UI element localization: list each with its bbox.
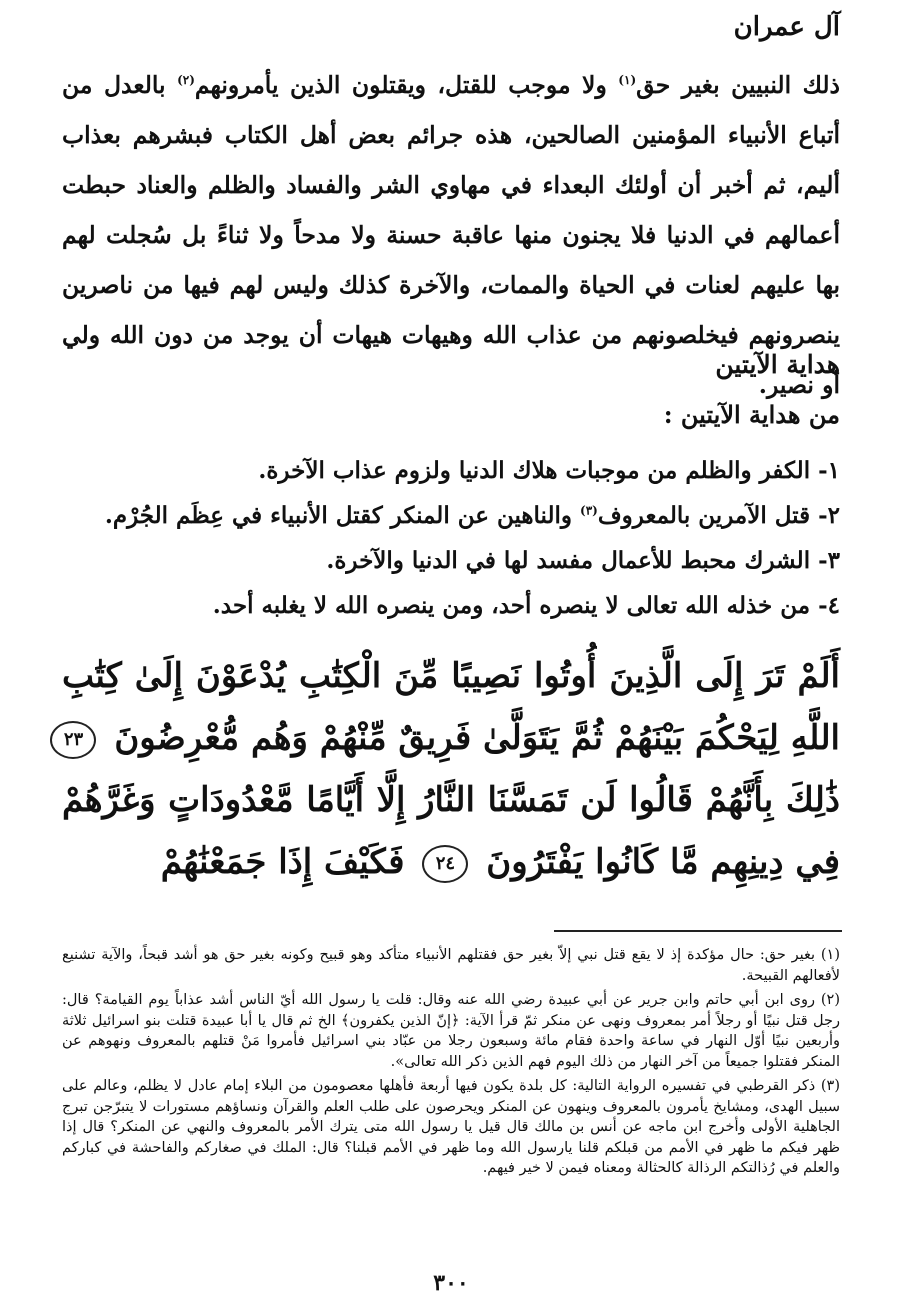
quran-verses-block [62,645,840,893]
quran-line-2 [62,707,840,769]
ayah-number-23-marker: ٢٣ [50,721,96,759]
footnote-1: (١) بغير حق: حال مؤكدة إذ لا يقع قتل نبي إلاّ بغير حق فقتلهم الأنبياء متأكد وهو قبيح وكونه بغير حق هو أشد قبحاً، والآية تشنيع لأفعالهم القبيحة. [62,947,840,984]
quran-line-4 [62,831,840,893]
footnotes-block [62,945,840,1183]
guidance-point-1: ١- الكفر والظلم من موجبات هلاك الدنيا ولزوم عذاب الآخرة. [258,457,840,484]
ayah-number-24-marker: ٢٤ [422,845,468,883]
guidance-points-list [62,448,840,628]
commentary-text-part-2: ولا موجب للقتل، ويقتلون الذين يأمرونهم [194,71,619,99]
commentary-text-part-3: بالعدل من أتباع الأنبياء المؤمنين الصالحين، هذه جرائم بعض أهل الكتاب فبشرهم بعذاب أليم، ثم أخبر أن أولئك البعداء في مهاوي الشر والفساد والظلم والعناد حبطت أعمالهم في الدنيا فلا يجنون منها عاقبة حسنة ولا مدحاً ولا ثناءً بل سُجلت لهم بها عليهم لعنات في الحياة والممات، والآخرة كذلك وليس لهم فيها من ناصرين ينصرونهم فيخلصونهم من عذاب الله وهيهات هيهات أن يوجد من دون الله ولي أو نصير. [62,71,840,399]
section-subheading: من هداية الآيتين : [663,400,840,429]
footnote-ref-1: (١) [618,73,637,88]
quran-line-3: ذَٰلِكَ بِأَنَّهُمْ قَالُوا لَن تَمَسَّنَا النَّارُ إِلَّا أَيَّامًا مَّعْدُودَاتٍ وَغَرَّهُمْ [62,780,840,820]
guidance-point-3: ٣- الشرك محبط للأعمال مفسد لها في الدنيا والآخرة. [326,547,840,574]
footnote-ref-3: (٣) [580,503,598,518]
quran-line-1: أَلَمْ تَرَ إِلَى الَّذِينَ أُوتُوا نَصِيبًا مِّنَ الْكِتَٰبِ يُدْعَوْنَ إِلَىٰ كِتَٰبِ [62,656,840,696]
section-heading: هداية الآيتين [715,350,840,379]
page-number: ٣٠٠ [433,1270,469,1296]
quran-line-2-text: اللَّهِ لِيَحْكُمَ بَيْنَهُمْ ثُمَّ يَتَوَلَّىٰ فَرِيقٌ مِّنْهُمْ وَهُم مُّعْرِضُونَ [114,718,840,758]
footnote-2: (٢) روى ابن أبي حاتم وابن جرير عن أبي عبيدة رضي الله عنه وقال: قلت يا رسول الله أيّ الناس أشد عذاباً يوم القيامة؟ قال: رجل قتل نبيًا أو رجلاً أمر بمعروف ونهى عن منكر ثمّ قرأ الآية: ﴿إنّ الذين يكفرون﴾ الخ ثم قال يا أبا عبيدة قتلت بنو اسرائيل ثلاثة وأربعين نبيًا أوّل النهار في ساعة واحدة فقام مائة وسبعون رجلا من عبّاد بني اسرائيل فأمروا مَنْ قتلهم بالمعروف ونهوهم عن المنكر فقتلوا جميعاً من آخر النهار من ذلك اليوم فهم الذين ذكر الله تعالى». [62,992,840,1070]
footnote-3: (٣) ذكر القرطبي في تفسيره الرواية التالية: كل بلدة يكون فيها أربعة فأهلها معصومون من البلاء إمام عادل لا يظلم، وعالم على سبيل الهدى، ومشايخ يأمرون بالمعروف وينهون عن المنكر ويحرصون على طلب العلم والقرآن ونساؤهم مستورات لا يتبرّجن تبرج الجاهلية الأولى وأخرج ابن ماجه عن أنس بن مالك قال قيل يا رسول الله متى يترك الأمر بالمعروف والنهي عن المنكر؟ قال إذا ظهر فيكم ما ظهر في الأمم من قبلكم قلنا يارسول الله وما ظهر في الأمم قبلنا؟ قال: الملك في صغاركم والفاحشة في كباركم والعلم في رُذالتكم الرذالة كالحثالة ومعناه فيمن لا خير فيهم. [62,1078,840,1176]
guidance-point-2-part-b: والناهين عن المنكر كقتل الأنبياء في عِظَم الجُرْم. [104,502,580,529]
footnote-separator-line [554,930,842,932]
quran-line-4-text-a: فِي دِينِهِم مَّا كَانُوا يَفْتَرُونَ [486,842,840,882]
guidance-point-2 [62,493,840,538]
footnote-ref-2: (٢) [177,73,195,88]
quran-line-4-text-b: فَكَيْفَ إِذَا جَمَعْنَٰهُمْ [160,842,405,882]
commentary-text-part-1: ذلك النبيين بغير حق [636,71,841,99]
page-header-surah-name: آل عمران [733,12,840,42]
guidance-point-2-part-a: ٢- قتل الآمرين بالمعروف [597,502,840,529]
guidance-point-4: ٤- من خذله الله تعالى لا ينصره أحد، ومن ينصره الله لا يغلبه أحد. [212,592,840,619]
